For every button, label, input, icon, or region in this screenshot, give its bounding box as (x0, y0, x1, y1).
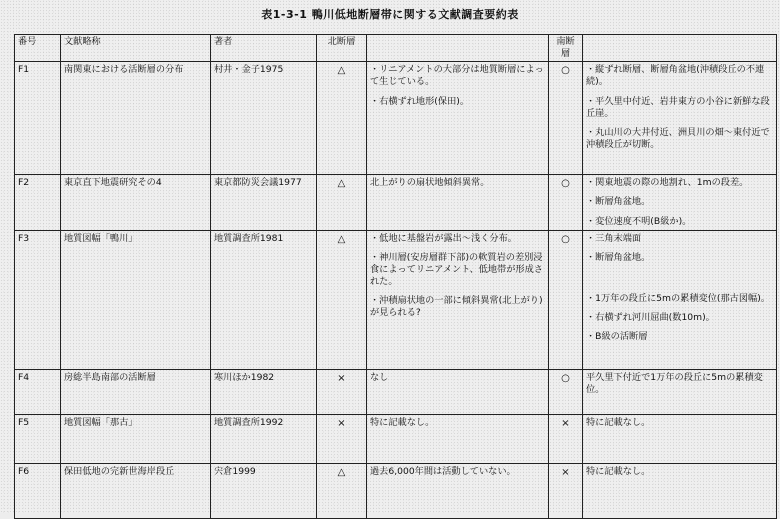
north-desc-item: ・低地に基盤岩が露出～浅く分布。 (370, 232, 517, 244)
south-desc (583, 369, 777, 414)
north-desc-item: 過去6,000年間は活動していない。 (370, 465, 516, 477)
south-desc-item: 特に記載なし。 (586, 416, 651, 428)
north-desc-item: 特に記載なし。 (370, 416, 435, 428)
north-desc (367, 369, 549, 414)
south-desc-item: ・1万年の段丘に5mの累積変位(那古図幅)。 (586, 292, 770, 304)
header-south: 南断層 (549, 35, 583, 62)
table-row (15, 230, 777, 369)
north-desc-item: ・沖積扇状地の一部に傾斜異常(北上がり)が見られる? (370, 295, 543, 319)
south-mark: × (549, 414, 583, 463)
header-author: 著者 (211, 35, 317, 62)
row-author: 宍倉1999 (211, 463, 317, 518)
header-north-desc (367, 35, 549, 62)
north-mark: × (317, 414, 367, 463)
fault-literature-table (14, 34, 777, 519)
north-mark: △ (317, 463, 367, 518)
table-row (15, 175, 777, 230)
south-desc-item: ・断層角盆地。 (586, 251, 651, 263)
north-desc-item: 北上がりの扇状地傾斜異常。 (370, 177, 490, 189)
row-title: 保田低地の完新世海岸段丘 (61, 463, 211, 518)
south-desc-item: ・断層角盆地。 (586, 196, 651, 208)
table-row (15, 414, 777, 463)
south-desc (583, 463, 777, 518)
row-id: F5 (15, 414, 61, 463)
north-desc-item: なし (370, 371, 389, 383)
row-id: F3 (15, 230, 61, 369)
table-row (15, 369, 777, 414)
north-mark: △ (317, 62, 367, 175)
south-desc (583, 175, 777, 230)
north-desc-item: ・リニアメントの大部分は地質断層によって生じている。 (370, 64, 544, 88)
south-mark: ○ (549, 369, 583, 414)
north-mark: △ (317, 175, 367, 230)
row-author: 地質調査所1981 (211, 230, 317, 369)
north-desc (367, 62, 549, 175)
north-mark: × (317, 369, 367, 414)
row-title: 房総半島南部の活断層 (61, 369, 211, 414)
row-author: 寒川ほか1982 (211, 369, 317, 414)
south-desc-item: 特に記載なし。 (586, 465, 651, 477)
south-desc-item: ・三角末端面 (586, 232, 642, 244)
row-id: F2 (15, 175, 61, 230)
header-ref: 文献略称 (61, 35, 211, 62)
north-mark: △ (317, 230, 367, 369)
south-mark: ○ (549, 175, 583, 230)
row-title: 地質図幅「那古」 (61, 414, 211, 463)
south-desc-item: ・丸山川の大井付近、洲貝川の畑～東付近で沖積段丘が切断。 (586, 126, 770, 150)
north-desc-item: ・右横ずれ地形(保田)。 (370, 95, 470, 107)
south-desc (583, 414, 777, 463)
south-desc-item: ・平久里中付近、岩井東方の小谷に新鮮な段丘崖。 (586, 95, 770, 119)
north-desc (367, 230, 549, 369)
south-desc (583, 62, 777, 175)
header-id: 番号 (15, 35, 61, 62)
north-desc (367, 463, 549, 518)
table-row (15, 62, 777, 175)
spacer (586, 271, 773, 293)
row-author: 村井・金子1975 (211, 62, 317, 175)
row-author: 地質調査所1992 (211, 414, 317, 463)
south-mark: ○ (549, 62, 583, 175)
header-row (15, 35, 777, 62)
south-desc-item: ・右横ずれ河川屈曲(数10m)。 (586, 312, 715, 324)
row-id: F6 (15, 463, 61, 518)
header-south-desc (583, 35, 777, 62)
south-mark: × (549, 463, 583, 518)
north-desc-item: ・神川層(安房層群下部)の軟質岩の差別浸食によってリニアメント、低地帯が形成された。 (370, 251, 543, 288)
south-desc-item: ・B級の活断層 (586, 331, 648, 343)
south-desc-item: ・関東地震の際の地割れ、1mの段差。 (586, 177, 749, 189)
row-title: 地質図幅「鴨川」 (61, 230, 211, 369)
row-title: 南関東における活断層の分布 (61, 62, 211, 175)
north-desc (367, 414, 549, 463)
row-author: 東京都防災会議1977 (211, 175, 317, 230)
south-desc-item: ・縦ずれ断層、断層角盆地(沖積段丘の不連続)。 (586, 64, 765, 88)
south-mark: ○ (549, 230, 583, 369)
header-north: 北断層 (317, 35, 367, 62)
south-desc-item: 平久里下付近で1万年の段丘に5mの累積変位。 (586, 371, 763, 395)
south-desc-item: ・変位速度不明(B級か)。 (586, 215, 692, 227)
row-id: F1 (15, 62, 61, 175)
row-id: F4 (15, 369, 61, 414)
north-desc (367, 175, 549, 230)
south-desc (583, 230, 777, 369)
table-row (15, 463, 777, 518)
table-title: 表1-3-1 鴨川低地断層帯に関する文献調査要約表 (261, 8, 519, 21)
row-title: 東京直下地震研究その4 (61, 175, 211, 230)
